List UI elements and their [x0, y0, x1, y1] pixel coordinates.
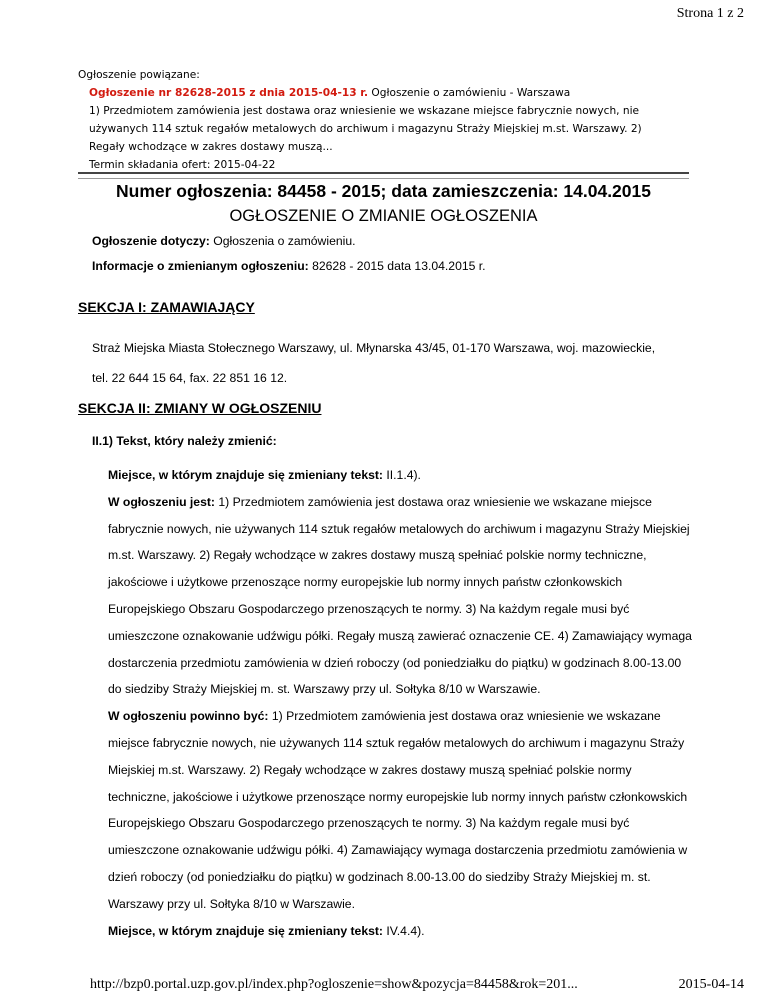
footer-url: http://bzp0.portal.uzp.gov.pl/index.php?ogloszenie=show&pozycja=84458&rok=201...: [90, 977, 578, 992]
notice-concerns: [92, 234, 356, 248]
place-value: II.1.4).: [383, 468, 421, 482]
current-text: [108, 489, 692, 703]
new-text: [108, 703, 692, 917]
current-text-value: 1) Przedmiotem zamówienia jest dostawa oraz wniesienie we wskazane miejsce fabrycznie nowych, nie używanych 114 sztuk regałów metalowych do archiwum i magazynu Straży Miejskiej m.st. Warszawy. 2) Regały wchodzące w zakres dostawy muszą spełniać polskie normy techniczne, jakościowe i użytkowe przenoszące normy europejskie lub normy innych państw członkowskich Europejskiego Obszaru Gospodarczego przenoszących te normy. 3) Na każdym regale musi być umieszczone oznakowanie udźwigu półki. Regały muszą zawierać oznaczenie CE. 4) Zamawiający wymaga dostarczenia przedmiotu zamówienia w dzień roboczy (od poniedziałku do piątku) w godzinach 8.00-13.00 do siedziby Straży Miejskiej m. st. Warszawy przy ul. Sołtyka 8/10 w Warszawie.: [108, 494, 692, 697]
authority-contact: tel. 22 644 15 64, fax. 22 851 16 12.: [92, 371, 288, 385]
concerns-value: Ogłoszenia o zamówieniu.: [209, 234, 356, 248]
related-notice-link[interactable]: Ogłoszenie nr 82628-2015 z dnia 2015-04-13 r.: [89, 87, 369, 99]
section-1-heading: SEKCJA I: ZAMAWIAJĄCY: [78, 299, 255, 315]
changed-notice-info: [92, 259, 486, 273]
new-text-value: 1) Przedmiotem zamówienia jest dostawa oraz wniesienie we wskazane miejsce fabrycznie nowych, nie używanych 114 sztuk regałów metalowych do archiwum i magazynu Straży Miejskiej m.st. Warszawy. 2) Regały wchodzące w zakres dostawy muszą spełniać polskie normy techniczne, jakościowe i użytkowe przenoszące normy europejskie lub normy innych państw członkowskich Europejskiego Obszaru Gospodarczego przenoszących te normy. 3) Na każdym regale musi być umieszczone oznakowanie udźwigu półki. 4) Zamawiający wymaga dostarczenia przedmiotu zamówienia w dzień roboczy (od poniedziałku do piątku) w godzinach 8.00-13.00 do siedziby Straży Miejskiej m. st. Warszawy przy ul. Sołtyka 8/10 w Warszawie.: [108, 709, 688, 911]
notice-number-title: Numer ogłoszenia: 84458 - 2015; data zamieszczenia: 14.04.2015: [116, 181, 651, 201]
current-text-label: W ogłoszeniu jest:: [108, 494, 215, 509]
page-number-header: Strona 1 z 2: [676, 6, 744, 21]
place-label: Miejsce, w którym znajduje się zmieniany tekst:: [108, 923, 383, 938]
related-desc-line: Regały wchodzące w zakres dostawy muszą...: [89, 141, 333, 153]
page-footer: [90, 977, 744, 993]
related-label: Ogłoszenie powiązane:: [78, 69, 200, 81]
contracting-authority: [92, 333, 692, 393]
place-value: IV.4.4).: [383, 923, 425, 938]
notice-type-title: OGŁOSZENIE O ZMIANIE OGŁOSZENIA: [229, 207, 538, 225]
related-notice: [78, 66, 688, 174]
changed-info-value: 82628 - 2015 data 13.04.2015 r.: [308, 259, 486, 273]
related-link-suffix: Ogłoszenie o zamówieniu - Warszawa: [368, 87, 571, 99]
change-details: [108, 462, 692, 944]
change-place-1: [108, 462, 692, 489]
new-text-label: W ogłoszeniu powinno być:: [108, 709, 269, 724]
footer-date: 2015-04-14: [678, 977, 744, 992]
divider: [78, 172, 689, 179]
change-place-2: [108, 918, 692, 945]
place-label: Miejsce, w którym znajduje się zmieniany tekst:: [108, 468, 383, 482]
authority-address: Straż Miejska Miasta Stołecznego Warszawy, ul. Młynarska 43/45, 01-170 Warszawa, woj. mazowieckie,: [92, 341, 656, 355]
related-deadline: Termin składania ofert: 2015-04-22: [89, 159, 276, 171]
change-subheading: II.1) Tekst, który należy zmienić:: [92, 434, 277, 448]
related-desc-line: używanych 114 sztuk regałów metalowych do archiwum i magazynu Straży Miejskiej m.st. Warszawy. 2): [89, 123, 642, 135]
section-2-heading: SEKCJA II: ZMIANY W OGŁOSZENIU: [78, 400, 322, 416]
related-title-line: [78, 84, 688, 102]
related-desc-line: 1) Przedmiotem zamówienia jest dostawa oraz wniesienie we wskazane miejsce fabrycznie nowych, nie: [89, 105, 640, 117]
concerns-label: Ogłoszenie dotyczy:: [92, 234, 210, 248]
changed-info-label: Informacje o zmienianym ogłoszeniu:: [92, 259, 309, 273]
